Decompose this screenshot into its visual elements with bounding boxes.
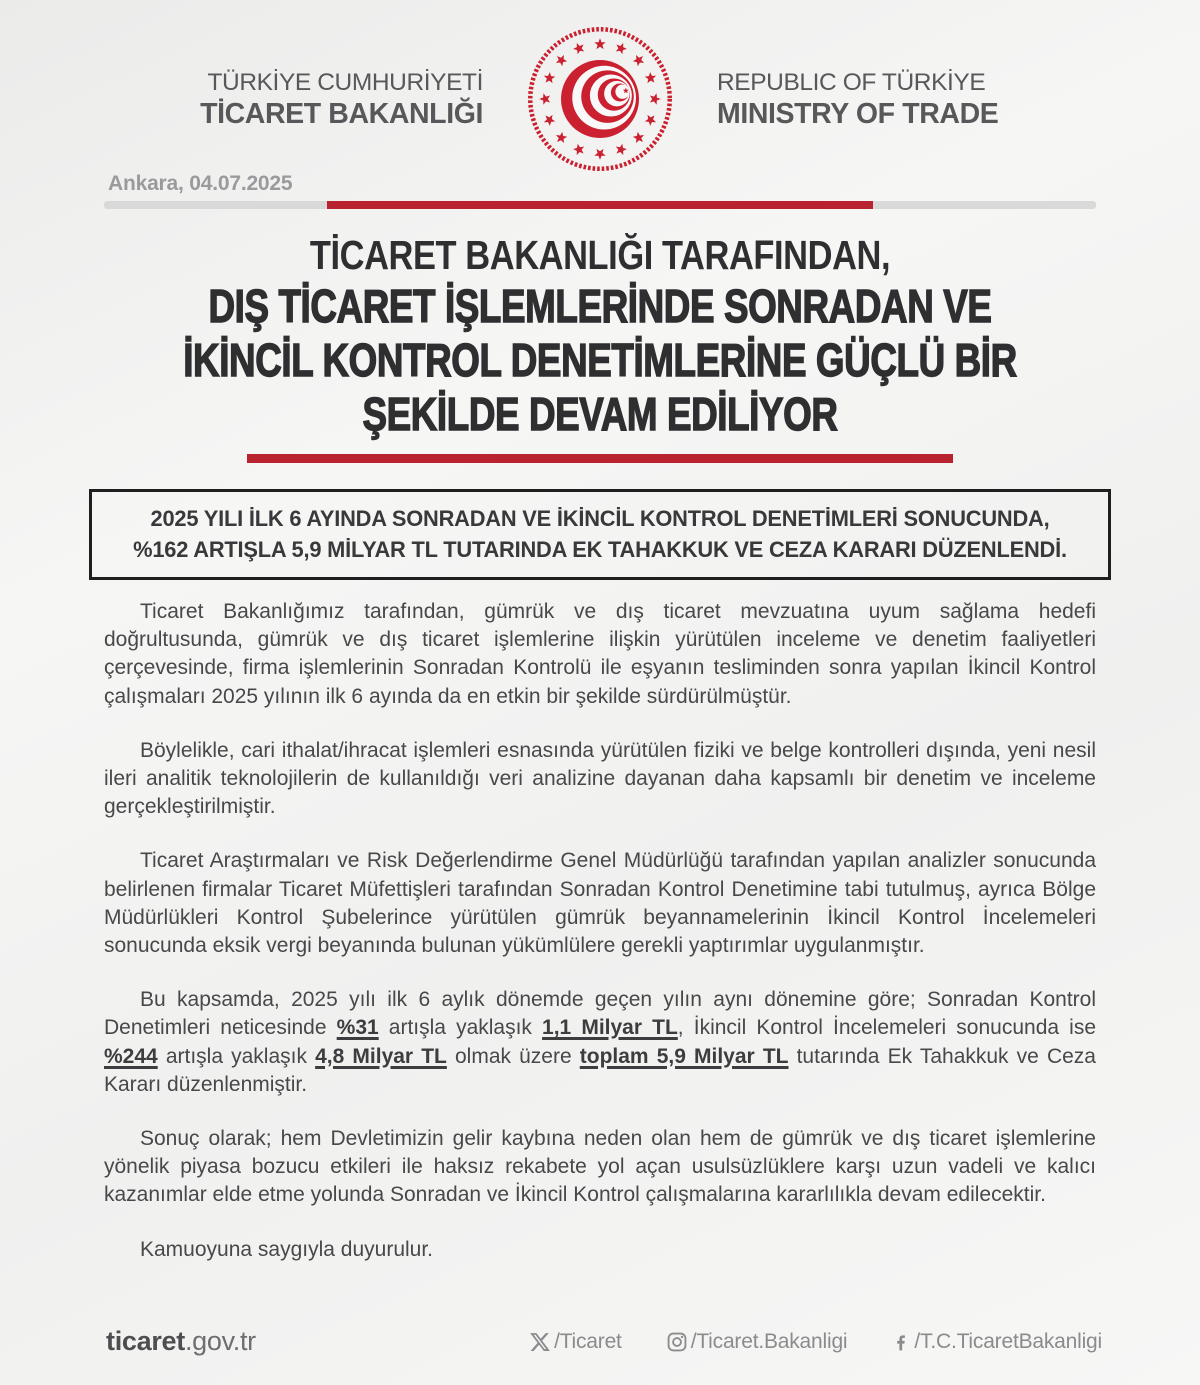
social-handle: /T.C.TicaretBakanligi [914,1329,1102,1353]
press-title-line1: TİCARET BAKANLIĞI TARAFINDAN, [309,232,891,278]
header-right-line1: REPUBLIC OF TÜRKİYE [717,68,986,96]
social-link-x[interactable] [529,1330,622,1354]
press-title-line4: ŞEKİLDE DEVAM EDİLİYOR [362,388,838,440]
summary-box-line2: %162 ARTIŞLA 5,9 MİLYAR TL TUTARINDA EK TAHAKKUK VE CEZA KARARI DÜZENLENDİ. [133,537,1067,562]
social-links [529,1330,1102,1354]
header [0,0,1200,174]
closing-line: Kamuoyuna saygıyla duyurulur. [140,1237,434,1261]
facebook-icon [891,1331,911,1353]
press-title-line2: DIŞ TİCARET İŞLEMLERİNDE SONRADAN VE [208,280,992,332]
header-right-block [717,68,1029,131]
body-paragraph-2: Böylelikle, cari ithalat/ihracat işlemleri esnasında yürütülen fiziki ve belge kontrolleri dışında, yeni nesil ileri analitik teknolojilerin de kullanıldığı veri analizine dayanan daha kapsamlı bir denetim ve inceleme gerçekleştirilmiştir. [104,738,1096,819]
body-paragraph-1: Ticaret Bakanlığımız tarafından, gümrük ve dış ticaret mevzuatına uyum sağlama hedefi doğrultusunda, gümrük ve dış ticaret işlemlerine ilişkin yürütülen inceleme ve denetim faaliyetleri çerçevesinde, firma işlemlerinin Sonradan Kontrolü ile eşyanın tesliminden sonra yapılan İkincil Kontrol çalışmaları 2025 yılının ilk 6 ayında da en etkin bir şekilde sürdürülmüştür. [104,600,1096,708]
summary-box-line1: 2025 YILI İLK 6 AYINDA SONRADAN VE İKİNCİL KONTROL DENETİMLERİ SONUCUNDA, [150,506,1050,531]
p4-text: Bu kapsamda, 2025 yılı ilk 6 aylık dönemde geçen yılın aynı dönemine göre; Sonradan Kontrol Denetimleri neticesinde [104,988,1096,1040]
social-link-instagram[interactable] [666,1330,848,1354]
social-handle: /Ticaret.Bakanligi [690,1329,848,1353]
body-paragraph-4 [104,986,1096,1099]
website-link[interactable] [106,1326,256,1357]
press-title [0,231,1200,441]
p4-highlight-percent31: %31 [336,1016,379,1040]
p4-highlight-4-8-milyar: 4,8 Milyar TL [315,1044,447,1068]
instagram-icon [666,1331,688,1353]
social-handle: /Ticaret [554,1329,622,1353]
x-icon [529,1331,551,1353]
p4-text: olmak üzere [446,1044,580,1068]
title-underline-bar [247,454,953,463]
p4-text: artışla yaklaşık [378,1016,543,1040]
p4-text: , İkincil Kontrol İncelemeleri sonucunda ise [677,1016,1096,1040]
header-right-line2: MINISTRY OF TRADE [717,97,999,130]
ministry-of-trade-emblem-icon [525,24,675,174]
footer [106,1326,1102,1357]
p4-highlight-toplam-5-9-milyar: toplam 5,9 Milyar TL [579,1044,789,1068]
website-rest-part: .gov.tr [184,1326,256,1356]
p4-text: tutarında Ek Tahakkuk ve Ceza Kararı düzenlenmiştir. [104,1044,1096,1096]
header-left-line2: TİCARET BAKANLIĞI [200,97,483,130]
header-left-block [171,68,483,131]
ministry-logo [525,24,675,174]
body-paragraph-3: Ticaret Araştırmaları ve Risk Değerlendirme Genel Müdürlüğü tarafından yapılan analizler sonucunda belirlenen firmalar Ticaret Müfettişleri tarafından Sonradan Kontrol Denetimine tabi tutulmuş, ayrıca Bölge Müdürlükleri Kontrol Şubelerince yürütülen gümrük beyannamelerinin İkincil Kontrol İncelemeleri sonucunda eksik vergi beyanında bulunan yükümlülere gerekli yaptırımlar uygulanmıştır. [104,849,1096,958]
social-link-facebook[interactable] [891,1330,1102,1354]
press-title-line3: İKİNCİL KONTROL DENETİMLERİNE GÜÇLÜ BİR [183,334,1017,386]
body-paragraph-5: Sonuç olarak; hem Devletimizin gelir kaybına neden olan hem de gümrük ve dış ticaret işlemlerine yönelik piyasa bozucu etkileri ile haksız rekabete yol açan usulsüzlüklere karşı uzun vadeli ve kalıcı kazanımlar elde etme yolunda Sonradan ve İkincil Kontrol çalışmalarına kararlılıkla devam edilecektir. [104,1127,1096,1207]
body-text [104,598,1096,1264]
dateline: Ankara, 04.07.2025 [108,172,293,195]
p4-highlight-percent244: %244 [104,1044,158,1068]
website-bold-part: ticaret [106,1326,185,1356]
p4-text: artışla yaklaşık [157,1044,316,1068]
divider-bar [104,201,1096,209]
header-left-line1: TÜRKİYE CUMHURİYETİ [207,68,483,96]
p4-highlight-1-1-milyar: 1,1 Milyar TL [542,1016,678,1040]
summary-box [89,489,1111,580]
